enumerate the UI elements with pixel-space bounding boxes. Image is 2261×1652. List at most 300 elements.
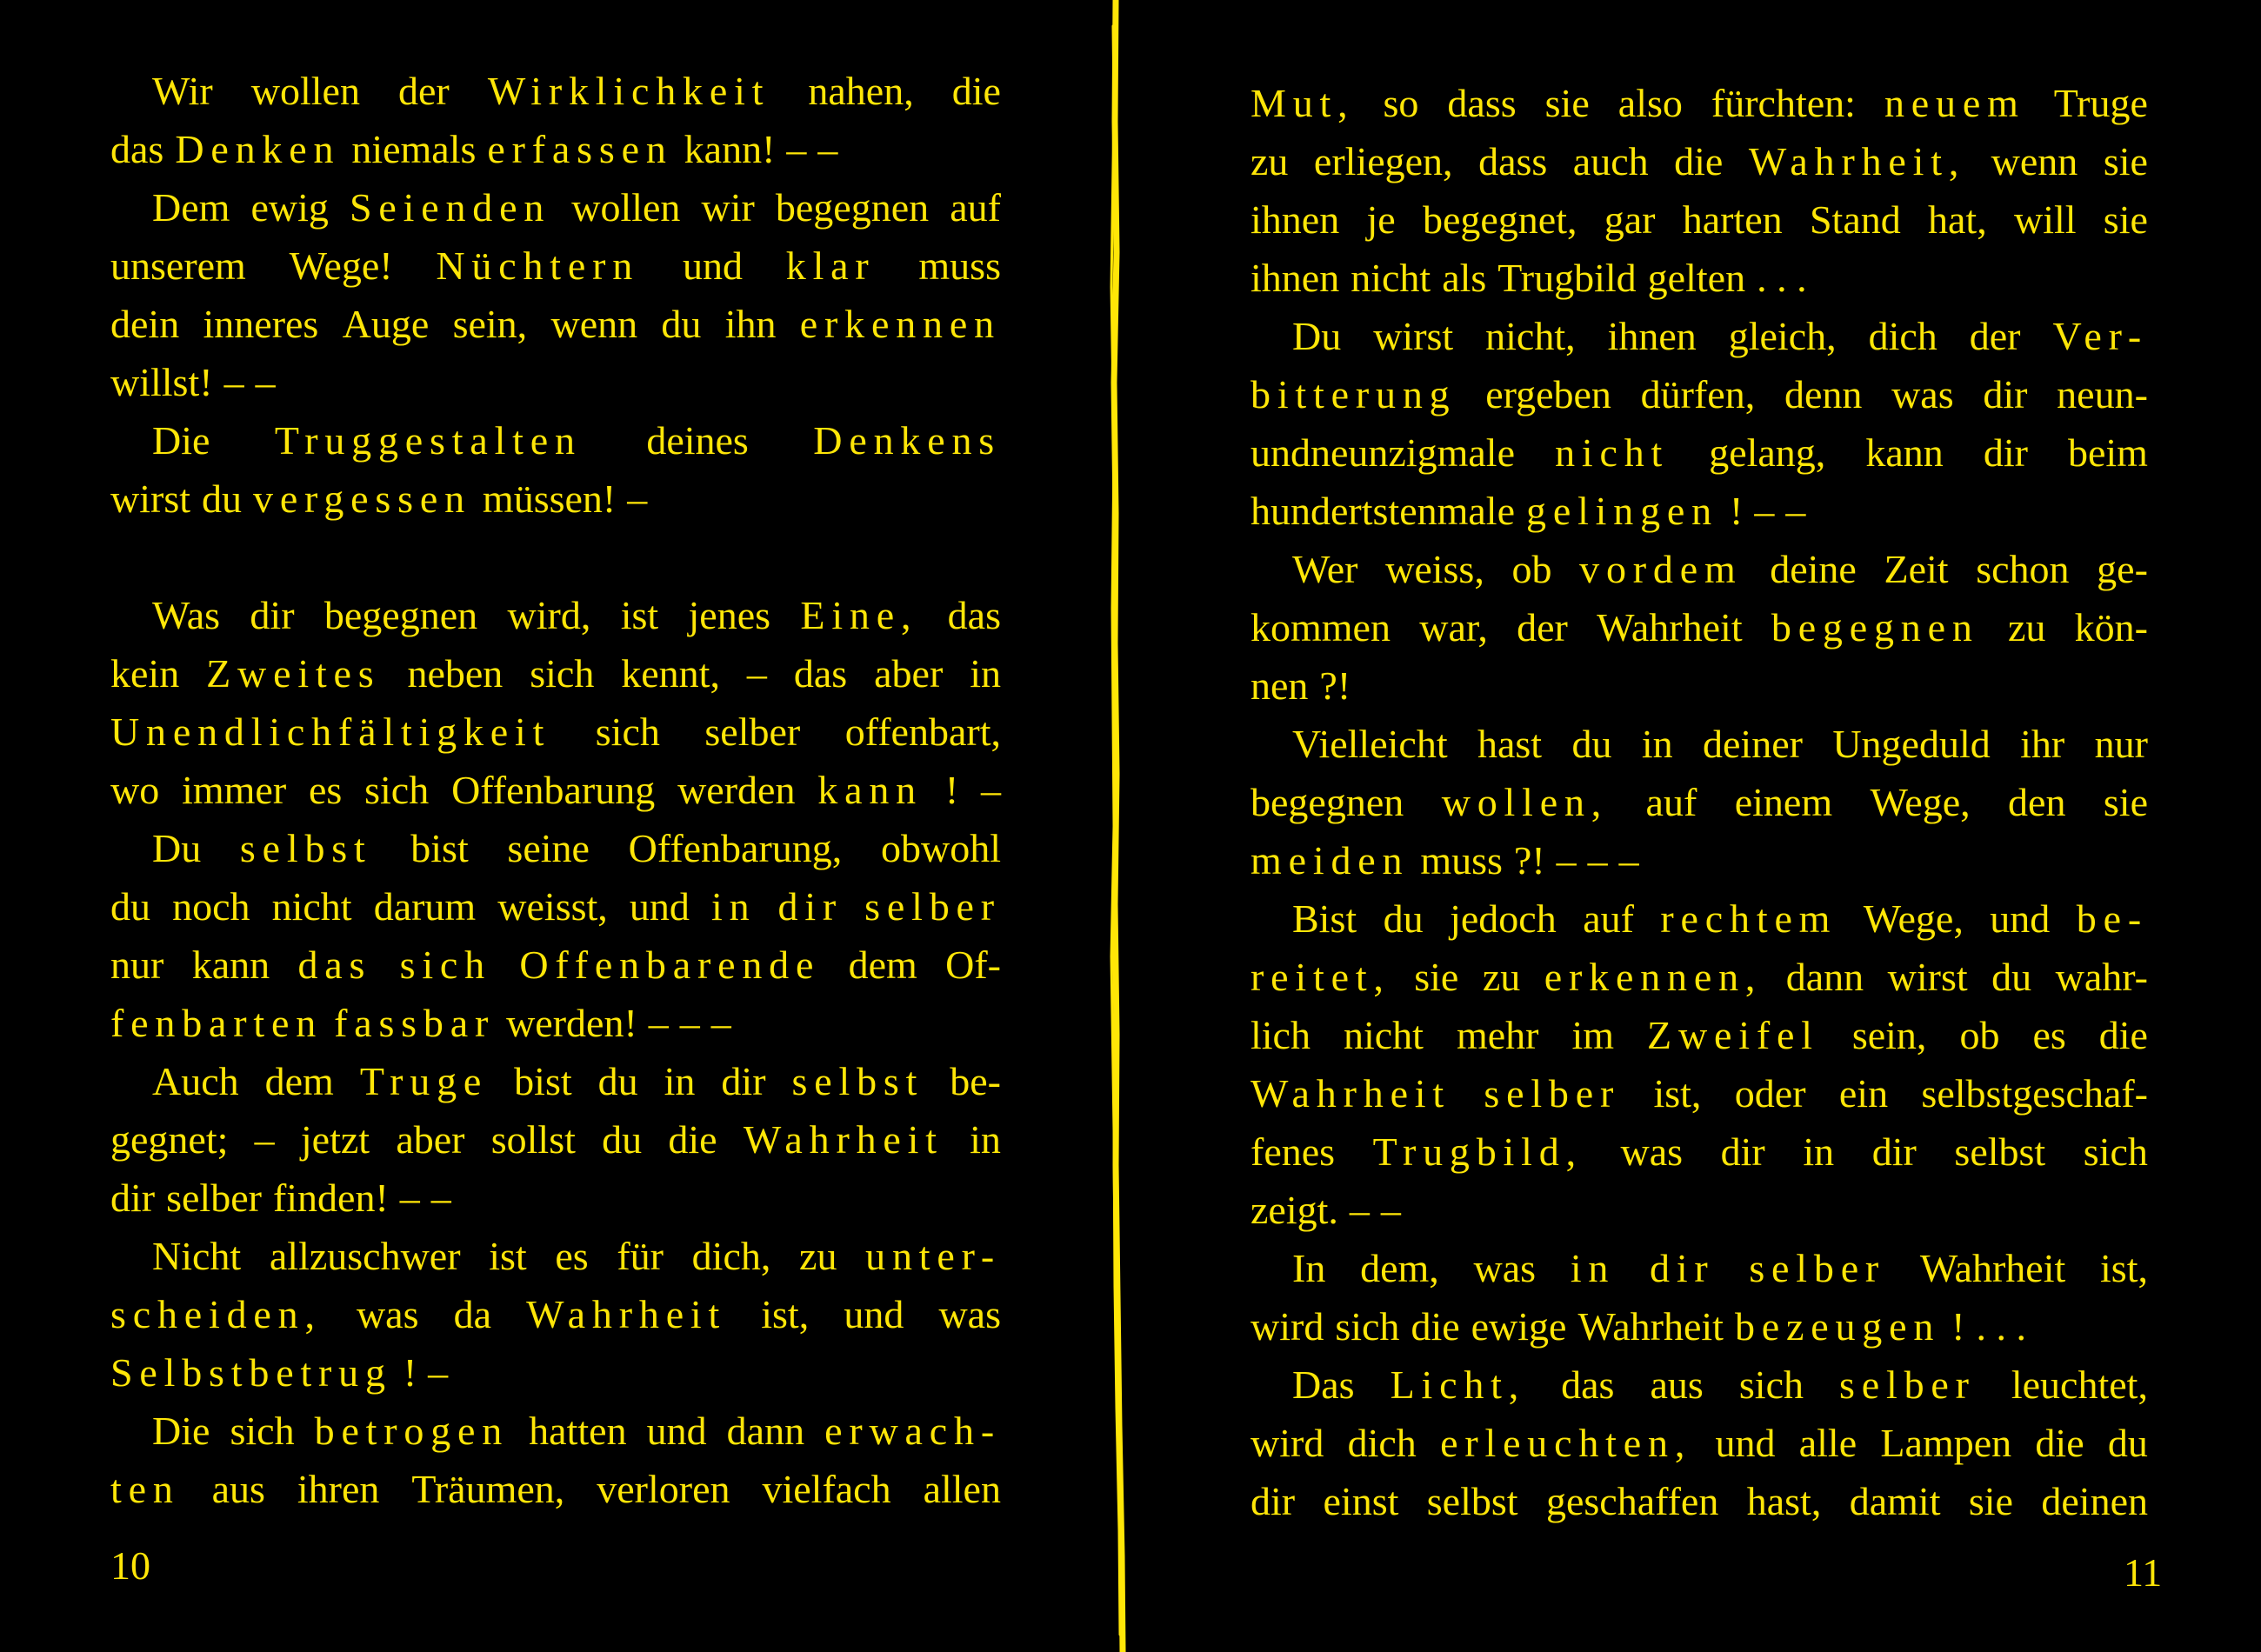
word: sich: [399, 943, 491, 987]
word: jenes: [688, 593, 771, 637]
word: dem,: [1360, 1246, 1439, 1290]
text-line: [1251, 74, 2148, 132]
word: aber: [874, 651, 944, 696]
word: sie: [2103, 139, 2148, 183]
word: obwohl: [880, 826, 1001, 870]
word: kein: [110, 651, 180, 696]
text-line: [110, 703, 1001, 761]
word: mehr: [1456, 1013, 1539, 1057]
word: Nüchtern: [436, 243, 640, 288]
word: dein: [110, 302, 180, 346]
word: nicht: [1351, 256, 1431, 300]
word: –: [255, 360, 276, 404]
word: wollen,: [1441, 780, 1609, 824]
word: Zweifel: [1647, 1013, 1819, 1057]
word: !: [1951, 1304, 1965, 1349]
word: fenes: [1251, 1129, 1336, 1174]
word: selber: [704, 709, 801, 754]
word: noch: [172, 884, 250, 929]
word: du: [1991, 955, 2032, 999]
word: die: [668, 1117, 717, 1162]
word: Träumen,: [411, 1467, 565, 1511]
word: –: [1380, 1188, 1401, 1232]
word: Licht,: [1390, 1362, 1526, 1407]
word: sein,: [452, 302, 528, 346]
text-line: [1251, 1006, 2148, 1064]
word: Offenbarung: [451, 768, 656, 812]
word: Trugbild,: [1372, 1129, 1583, 1174]
word: Offenbarende: [519, 943, 821, 987]
word: erwach-: [824, 1409, 1001, 1453]
word: aber: [396, 1117, 465, 1162]
word: sollst: [490, 1117, 576, 1162]
word: vielfach: [762, 1467, 891, 1511]
word: ob: [1959, 1013, 2000, 1057]
word: werden: [677, 768, 796, 812]
word: ihnen: [1607, 314, 1697, 358]
word: das: [1561, 1362, 1615, 1407]
word: dir: [777, 884, 844, 929]
word: weisst,: [497, 884, 608, 929]
word: beim: [2067, 430, 2148, 475]
word: erkennen,: [1544, 955, 1763, 999]
word: –: [746, 651, 767, 696]
word: dir: [1983, 372, 2028, 416]
word: ihnen: [1251, 197, 1340, 242]
text-line: [1251, 1239, 2148, 1297]
word: ?!: [1513, 838, 1545, 883]
word: kann: [191, 943, 270, 987]
word: fassbar: [334, 1001, 496, 1045]
word: harten: [1682, 197, 1783, 242]
text-line: [1251, 1064, 2148, 1122]
text-line: [110, 353, 1001, 411]
word: be-: [950, 1059, 1001, 1103]
word: den: [2008, 780, 2066, 824]
word: das: [110, 127, 164, 171]
text-line: [1251, 831, 2148, 889]
word: Selbstbetrug: [110, 1350, 392, 1395]
word: –: [1556, 838, 1577, 883]
word: ihn: [724, 302, 777, 346]
text-line: [110, 761, 1001, 819]
word: –: [679, 1001, 700, 1045]
word: dürfen,: [1640, 372, 1756, 416]
word: Du: [152, 826, 202, 870]
text-line: [110, 295, 1001, 353]
word: zu: [2007, 605, 2046, 649]
word: Wahrheit: [1577, 1304, 1724, 1349]
text-line: [110, 1110, 1001, 1169]
text-line: [110, 411, 1001, 470]
text-line: [1251, 1181, 2148, 1239]
word: Vielleicht: [1292, 722, 1448, 766]
word: bist: [514, 1059, 572, 1103]
word: Auch: [152, 1059, 239, 1103]
word: nur: [2094, 722, 2148, 766]
word: betrogen: [314, 1409, 510, 1453]
word: –: [817, 127, 838, 171]
text-line: [1251, 307, 2148, 365]
word: Das: [1292, 1362, 1355, 1407]
word: selber: [864, 884, 1001, 929]
word: sie: [1414, 955, 1459, 999]
word: wirst: [1887, 955, 1968, 999]
word: es: [308, 768, 343, 812]
text-line: [1251, 656, 2148, 715]
word: ?!: [1319, 663, 1351, 708]
word: in: [664, 1059, 696, 1103]
word: wenn: [1991, 139, 2078, 183]
word: Unendlichfältigkeit: [110, 709, 551, 754]
word: es: [2032, 1013, 2066, 1057]
word: –: [1785, 489, 1806, 533]
word: dann: [1785, 955, 1864, 999]
word: und: [1990, 896, 2051, 941]
word: jedoch: [1450, 896, 1557, 941]
word: Trugbild: [1497, 256, 1637, 300]
word: –: [223, 360, 244, 404]
word: nicht: [1343, 1013, 1424, 1057]
word: sich: [1738, 1362, 1804, 1407]
word: begegnet,: [1422, 197, 1577, 242]
word: der: [1969, 314, 2021, 358]
word: die: [1674, 139, 1724, 183]
word: allzuschwer: [269, 1234, 461, 1278]
word: im: [1571, 1013, 1615, 1057]
word: be-: [2076, 896, 2148, 941]
word: ge-: [2097, 547, 2148, 591]
word: du: [597, 1059, 638, 1103]
word: gar: [1604, 197, 1656, 242]
word: es: [555, 1234, 589, 1278]
word: die: [1411, 1304, 1460, 1349]
text-line: [1251, 1472, 2148, 1530]
word: Dem: [152, 185, 230, 230]
text-line: [1251, 482, 2148, 540]
word: in: [970, 1117, 1001, 1162]
word: Denkens: [813, 418, 1001, 463]
word: muss: [1420, 838, 1503, 883]
word: ihnen: [1251, 256, 1340, 300]
word: Wirklichkeit: [487, 69, 770, 113]
word: werden!: [506, 1001, 637, 1045]
word: auf: [1583, 896, 1634, 941]
page-number-right: 11: [2124, 1550, 2163, 1595]
text-line: [1251, 1297, 2148, 1356]
word: das: [297, 943, 372, 987]
word: verloren: [597, 1467, 730, 1511]
word: dich: [1347, 1421, 1417, 1465]
word: dir: [250, 593, 295, 637]
text-line: [1251, 948, 2148, 1006]
word: zeigt.: [1251, 1188, 1338, 1232]
word: Zeit: [1884, 547, 1949, 591]
word: sich: [530, 651, 595, 696]
word: wirst: [1373, 314, 1454, 358]
word: –: [627, 476, 648, 521]
word: einem: [1734, 780, 1833, 824]
word: auf: [1645, 780, 1697, 824]
word: was: [1891, 372, 1954, 416]
text-line: [110, 470, 1001, 528]
word: was: [1620, 1129, 1684, 1174]
word: kennt,: [621, 651, 720, 696]
word: gegnet;: [110, 1117, 229, 1162]
word: neun-: [2057, 372, 2148, 416]
word: hast,: [1746, 1479, 1822, 1523]
word: Mut,: [1251, 81, 1355, 125]
word: neben: [407, 651, 504, 696]
word: Wahrheit: [1597, 605, 1743, 649]
word: –: [980, 768, 1001, 812]
word: –: [430, 1176, 451, 1220]
word: rechtem: [1660, 896, 1837, 941]
word: wird: [1251, 1421, 1324, 1465]
word: und: [646, 1409, 707, 1453]
text-line: [110, 994, 1001, 1052]
word: –: [428, 1350, 449, 1395]
word: dem: [264, 1059, 334, 1103]
word: Du: [1292, 314, 1342, 358]
word: vordem: [1579, 547, 1743, 591]
word: sich: [230, 1409, 295, 1453]
word: damit: [1849, 1479, 1941, 1523]
text-line: [1251, 773, 2148, 831]
word: du: [602, 1117, 643, 1162]
page-number-left: 10: [110, 1543, 150, 1588]
text-line: [110, 120, 1001, 178]
word: . . .: [1757, 256, 1807, 300]
word: undneunzigmale: [1251, 430, 1516, 475]
word: dir: [1983, 430, 2028, 475]
word: will: [2013, 197, 2077, 242]
text-line: [1251, 1122, 2148, 1181]
word: –: [1618, 838, 1639, 883]
word: klar: [785, 243, 876, 288]
word: selber: [1839, 1362, 1976, 1407]
word: sie: [1544, 81, 1590, 125]
word: zu: [799, 1234, 837, 1278]
word: dir: [1720, 1129, 1765, 1174]
word: sich: [2083, 1129, 2148, 1174]
word: war,: [1419, 605, 1488, 649]
word: gleich,: [1728, 314, 1837, 358]
word: also: [1617, 81, 1683, 125]
text-line: [1251, 598, 2148, 656]
left-page-text-column: [110, 62, 1001, 1518]
word: sie: [1968, 1479, 2013, 1523]
word: auf: [950, 185, 1001, 230]
word: lich: [1251, 1013, 1311, 1057]
word: –: [648, 1001, 669, 1045]
word: begegnen: [1771, 605, 1979, 649]
word: dir: [1650, 1246, 1715, 1290]
word: aus: [1650, 1362, 1704, 1407]
word: allen: [923, 1467, 1001, 1511]
word: was: [356, 1292, 419, 1336]
word: neuem: [1884, 81, 2025, 125]
word: ewige: [1471, 1304, 1567, 1349]
word: hundertstenmale: [1251, 489, 1516, 533]
word: zu: [1482, 955, 1521, 999]
word: deinen: [2041, 1479, 2148, 1523]
word: Offenbarung,: [628, 826, 843, 870]
text-line: [110, 1052, 1001, 1110]
text-line: [110, 1343, 1001, 1402]
word: in: [1641, 722, 1673, 766]
word: fenbarten: [110, 1001, 323, 1045]
word: dann: [726, 1409, 805, 1453]
word: und: [629, 884, 690, 929]
word: kann: [817, 768, 923, 812]
word: gelang,: [1709, 430, 1826, 475]
word: –: [1754, 489, 1775, 533]
word: dir: [1871, 1129, 1917, 1174]
word: ist: [489, 1234, 527, 1278]
word: Ver-: [2052, 314, 2148, 358]
word: –: [399, 1176, 420, 1220]
word: ein: [1838, 1071, 1889, 1116]
word: wir: [701, 185, 755, 230]
word: Wege,: [1870, 780, 1971, 824]
word: kön-: [2074, 605, 2148, 649]
word: in: [1570, 1246, 1616, 1290]
word: niemals: [351, 127, 477, 171]
word: Eine,: [800, 593, 918, 637]
text-line: [1251, 365, 2148, 423]
word: wahr-: [2055, 955, 2148, 999]
word: Truggestalten: [274, 418, 582, 463]
word: sich: [364, 768, 430, 812]
word: sich: [595, 709, 660, 754]
word: wenn: [550, 302, 638, 346]
word: hatten: [529, 1409, 627, 1453]
word: Bist: [1292, 896, 1357, 941]
word: hat,: [1928, 197, 1987, 242]
word: geschaffen: [1545, 1479, 1719, 1523]
word: kommen: [1251, 605, 1391, 649]
text-line: [110, 877, 1001, 936]
word: selbst: [1954, 1129, 2046, 1174]
word: das: [793, 651, 848, 696]
word: du: [1383, 896, 1424, 941]
word: sie: [2103, 780, 2148, 824]
word: offenbart,: [844, 709, 1001, 754]
word: aus: [211, 1467, 265, 1511]
right-page-text-column: [1251, 74, 2148, 1530]
text-line: [1251, 540, 2148, 598]
word: Truge: [2053, 81, 2148, 125]
word: ist,: [2100, 1246, 2148, 1290]
word: nicht: [271, 884, 352, 929]
word: dem: [848, 943, 917, 987]
word: einst: [1323, 1479, 1399, 1523]
word: Truge: [359, 1059, 489, 1103]
word: –: [786, 127, 807, 171]
word: Wahrheit: [1919, 1246, 2066, 1290]
text-line: [110, 1285, 1001, 1343]
word: ten: [110, 1467, 180, 1511]
word: du: [110, 884, 150, 929]
word: Wege!: [289, 243, 393, 288]
word: zu: [1251, 139, 1289, 183]
text-line: [110, 644, 1001, 703]
word: unserem: [110, 243, 246, 288]
word: Wer: [1292, 547, 1358, 591]
text-line: [1251, 423, 2148, 482]
text-line: [110, 1227, 1001, 1285]
word: Wahrheit: [1251, 1071, 1451, 1116]
word: ist,: [761, 1292, 810, 1336]
word: dich: [1868, 314, 1938, 358]
word: Die: [152, 1409, 210, 1453]
word: die: [2098, 1013, 2148, 1057]
word: Ungeduld: [1832, 722, 1991, 766]
word: ist,: [1653, 1071, 1702, 1116]
word: . . .: [1976, 1304, 2026, 1349]
word: deines: [646, 418, 749, 463]
word: gelten: [1647, 256, 1746, 300]
word: für: [617, 1234, 664, 1278]
text-line: [1251, 1414, 2148, 1472]
word: Lampen: [1880, 1421, 2012, 1465]
word: nur: [110, 943, 164, 987]
word: sich: [1335, 1304, 1400, 1349]
word: Wahrheit: [743, 1117, 944, 1162]
word: Stand: [1809, 197, 1901, 242]
word: ihren: [297, 1467, 380, 1511]
word: alle: [1798, 1421, 1857, 1465]
word: wollen: [571, 185, 681, 230]
word: du: [202, 476, 242, 521]
word: sein,: [1851, 1013, 1927, 1057]
word: und: [844, 1292, 904, 1336]
text-line: [110, 1402, 1001, 1460]
word: der: [398, 69, 450, 113]
word: !: [403, 1350, 417, 1395]
word: Wahrheit: [526, 1292, 727, 1336]
word: was: [938, 1292, 1001, 1336]
text-line: [110, 62, 1001, 120]
word: weiss,: [1385, 547, 1484, 591]
word: deine: [1770, 547, 1857, 591]
word: Was: [152, 593, 221, 637]
word: Denken: [175, 127, 341, 171]
word: Seienden: [349, 185, 551, 230]
word: Wege,: [1863, 896, 1964, 941]
word: auch: [1572, 139, 1649, 183]
word: in: [970, 651, 1001, 696]
text-line: [110, 178, 1001, 236]
word: begegnen: [323, 593, 478, 637]
word: ob: [1511, 547, 1552, 591]
word: dass: [1447, 81, 1517, 125]
word: oder: [1734, 1071, 1806, 1116]
word: dir: [1251, 1479, 1296, 1523]
word: kann!: [684, 127, 776, 171]
word: als: [1442, 256, 1487, 300]
word: selber: [166, 1176, 262, 1220]
word: bitterung: [1251, 372, 1457, 416]
word: in: [710, 884, 757, 929]
word: ihr: [2020, 722, 2065, 766]
word: nicht: [1555, 430, 1670, 475]
word: sie: [2103, 197, 2148, 242]
word: selber: [1749, 1246, 1886, 1290]
word: die: [2035, 1421, 2084, 1465]
word: der: [1517, 605, 1568, 649]
